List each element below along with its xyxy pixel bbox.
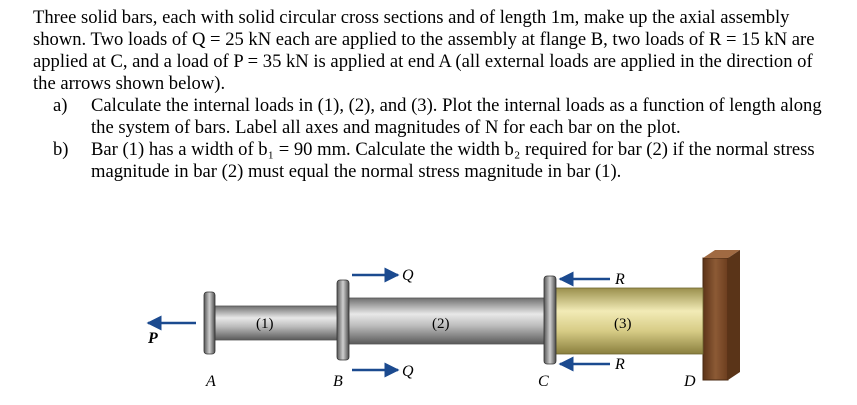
label-bar-3: (3) bbox=[614, 316, 632, 332]
label-R-bottom: R bbox=[615, 356, 625, 373]
label-P: P bbox=[148, 330, 158, 347]
bar-1 bbox=[215, 306, 338, 340]
label-A: A bbox=[206, 373, 216, 390]
problem-intro: Three solid bars, each with solid circular cross sections and of length 1m, make up the axial assembly shown. Two loads of Q = 25 kN each are applied to the assembly at flange B, two loads of R = 15 kN are applied at C, and a load of P = 35 kN is applied at end A (all external loads are applied in the direction of the arrows shown below). bbox=[33, 7, 815, 94]
wall-side-face bbox=[728, 250, 740, 380]
label-bar-2: (2) bbox=[432, 316, 450, 332]
wall-support bbox=[703, 258, 728, 380]
label-bar-1: (1) bbox=[256, 316, 274, 332]
label-D: D bbox=[684, 373, 696, 390]
label-B: B bbox=[333, 373, 343, 390]
flange-a bbox=[204, 292, 215, 354]
label-C: C bbox=[538, 373, 549, 390]
label-Q-bottom: Q bbox=[402, 363, 414, 380]
part-a-label: a) bbox=[53, 95, 68, 116]
label-R-top: R bbox=[615, 271, 625, 288]
part-a-text: Calculate the internal loads in (1), (2), and (3). Plot the internal loads as a function of length along the system of bars. Label all axes and magnitudes of N for each bar on the plot. bbox=[91, 95, 822, 138]
part-b-text: Bar (1) has a width of b₁ = 90 mm. Calculate the width b₂ required for bar (2) if the normal stress magnitude in bar (2) must equal the normal stress magnitude in bar (1). bbox=[91, 139, 815, 182]
flange-b bbox=[337, 280, 349, 360]
flange-c bbox=[544, 276, 556, 364]
label-Q-top: Q bbox=[402, 267, 414, 284]
part-b-label: b) bbox=[53, 139, 69, 160]
